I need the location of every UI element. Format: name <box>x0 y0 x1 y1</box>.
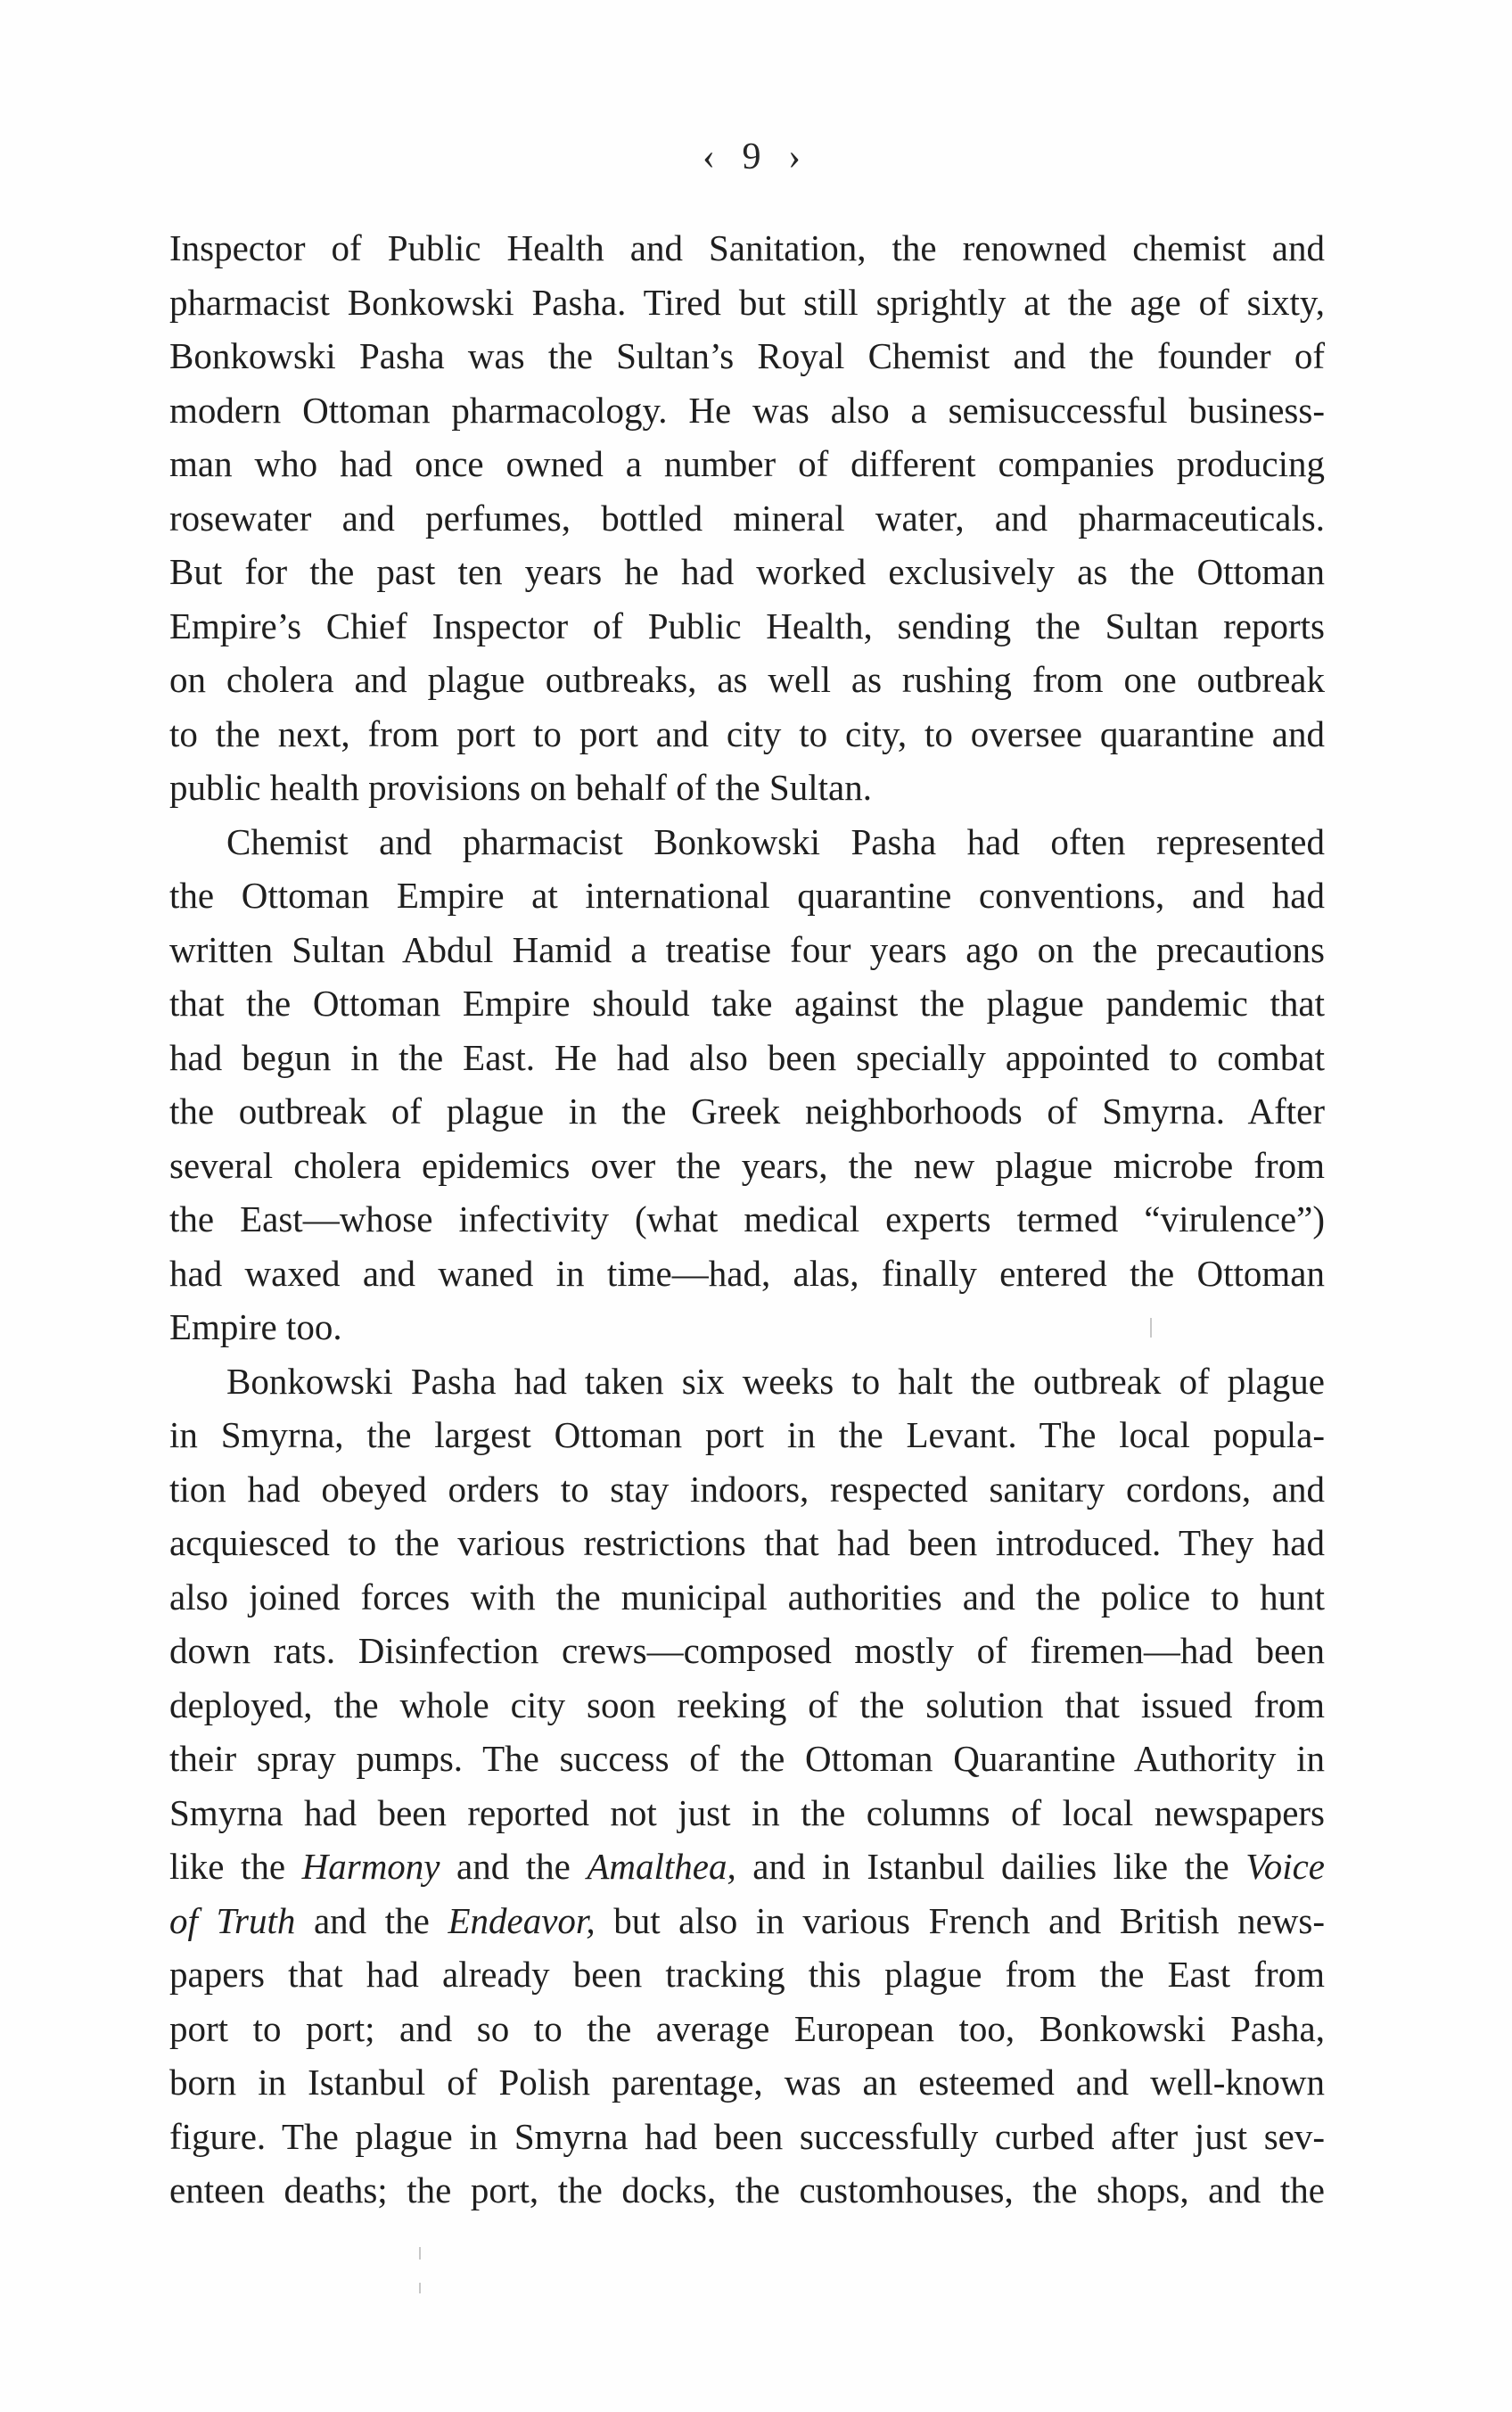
italic-title: Endeavor, <box>448 1899 596 1941</box>
body-text <box>169 221 1325 2218</box>
text-line: the Ottoman Empire at international quarantine conventions, and had <box>169 875 1325 916</box>
italic-title: Harmony <box>301 1846 440 1887</box>
scan-mark <box>419 2283 421 2293</box>
text-line: also joined forces with the municipal authorities and the police to hunt <box>169 1576 1325 1618</box>
text-line: to the next, from port to port and city to city, to oversee quarantine and <box>169 712 1325 754</box>
text-line: rosewater and perfumes, bottled mineral water, and pharmaceuticals. <box>169 497 1325 539</box>
text-line: man who had once owned a number of different companies producing <box>169 443 1325 484</box>
text-line: on cholera and plague outbreaks, as well as rushing from one outbreak <box>169 659 1325 700</box>
text-line: figure. The plague in Smyrna had been successfully curbed after just sev- <box>169 2115 1325 2157</box>
text-line: public health provisions on behalf of the Sultan. <box>169 767 872 808</box>
text-line: acquiesced to the various restrictions that had been introduced. They had <box>169 1522 1325 1563</box>
text-line: several cholera epidemics over the years, the new plague microbe from <box>169 1144 1325 1186</box>
text-line: had waxed and waned in time—had, alas, finally entered the Ottoman <box>169 1252 1325 1294</box>
text-line: their spray pumps. The success of the Ottoman Quarantine Authority in <box>169 1738 1325 1779</box>
text-line: Bonkowski Pasha had taken six weeks to halt the outbreak of plague <box>226 1360 1325 1402</box>
text-line: enteen deaths; the port, the docks, the customhouses, the shops, and the <box>169 2169 1325 2210</box>
italic-title: Voice <box>1245 1846 1325 1887</box>
scan-mark <box>419 2247 421 2260</box>
italic-title: of Truth <box>169 1899 296 1941</box>
text-line: Empire too. <box>169 1306 342 1347</box>
text-line: Smyrna had been reported not just in the columns of local newspapers <box>169 1791 1325 1833</box>
text-line: modern Ottoman pharmacology. He was also a semisuccessful business- <box>169 389 1325 431</box>
paragraph <box>169 221 1325 815</box>
text-line: written Sultan Abdul Hamid a treatise four years ago on the precautions <box>169 928 1325 970</box>
page-number: ‹ 9 › <box>703 136 809 177</box>
text-line: the East—whose infectivity (what medical experts termed “virulence”) <box>169 1198 1325 1239</box>
text-line: deployed, the whole city soon reeking of the solution that issued from <box>169 1683 1325 1725</box>
text-line: that the Ottoman Empire should take against the plague pandemic that <box>169 983 1325 1024</box>
text-line: Bonkowski Pasha was the Sultan’s Royal Chemist and the founder of <box>169 335 1325 376</box>
text-line: of Truth and the Endeavor, but also in various French and British news- <box>169 1899 1325 1941</box>
text-line: in Smyrna, the largest Ottoman port in the Levant. The local popula- <box>169 1414 1325 1455</box>
text-line: tion had obeyed orders to stay indoors, respected sanitary cordons, and <box>169 1468 1325 1510</box>
italic-title: Amalthea, <box>587 1846 736 1887</box>
text-line: But for the past ten years he had worked exclusively as the Ottoman <box>169 551 1325 592</box>
text-line: port to port; and so to the average European too, Bonkowski Pasha, <box>169 2007 1325 2049</box>
paragraph <box>169 1354 1325 2218</box>
paragraph <box>169 815 1325 1354</box>
text-line: pharmacist Bonkowski Pasha. Tired but still sprightly at the age of sixty, <box>169 281 1325 323</box>
text-line: like the Harmony and the Amalthea, and in Istanbul dailies like the Voice <box>169 1846 1325 1887</box>
text-line: born in Istanbul of Polish parentage, was an esteemed and well-known <box>169 2062 1325 2103</box>
text-line: Inspector of Public Health and Sanitation, the renowned chemist and <box>169 227 1325 268</box>
scan-mark <box>1150 1318 1152 1338</box>
text-line: down rats. Disinfection crews—composed mostly of firemen—had been <box>169 1630 1325 1671</box>
text-line: had begun in the East. He had also been specially appointed to combat <box>169 1036 1325 1078</box>
text-line: the outbreak of plague in the Greek neighborhoods of Smyrna. After <box>169 1091 1325 1132</box>
text-line: Empire’s Chief Inspector of Public Health, sending the Sultan reports <box>169 605 1325 646</box>
text-line: papers that had already been tracking this plague from the East from <box>169 1954 1325 1995</box>
text-line: Chemist and pharmacist Bonkowski Pasha had often represented <box>226 820 1325 862</box>
